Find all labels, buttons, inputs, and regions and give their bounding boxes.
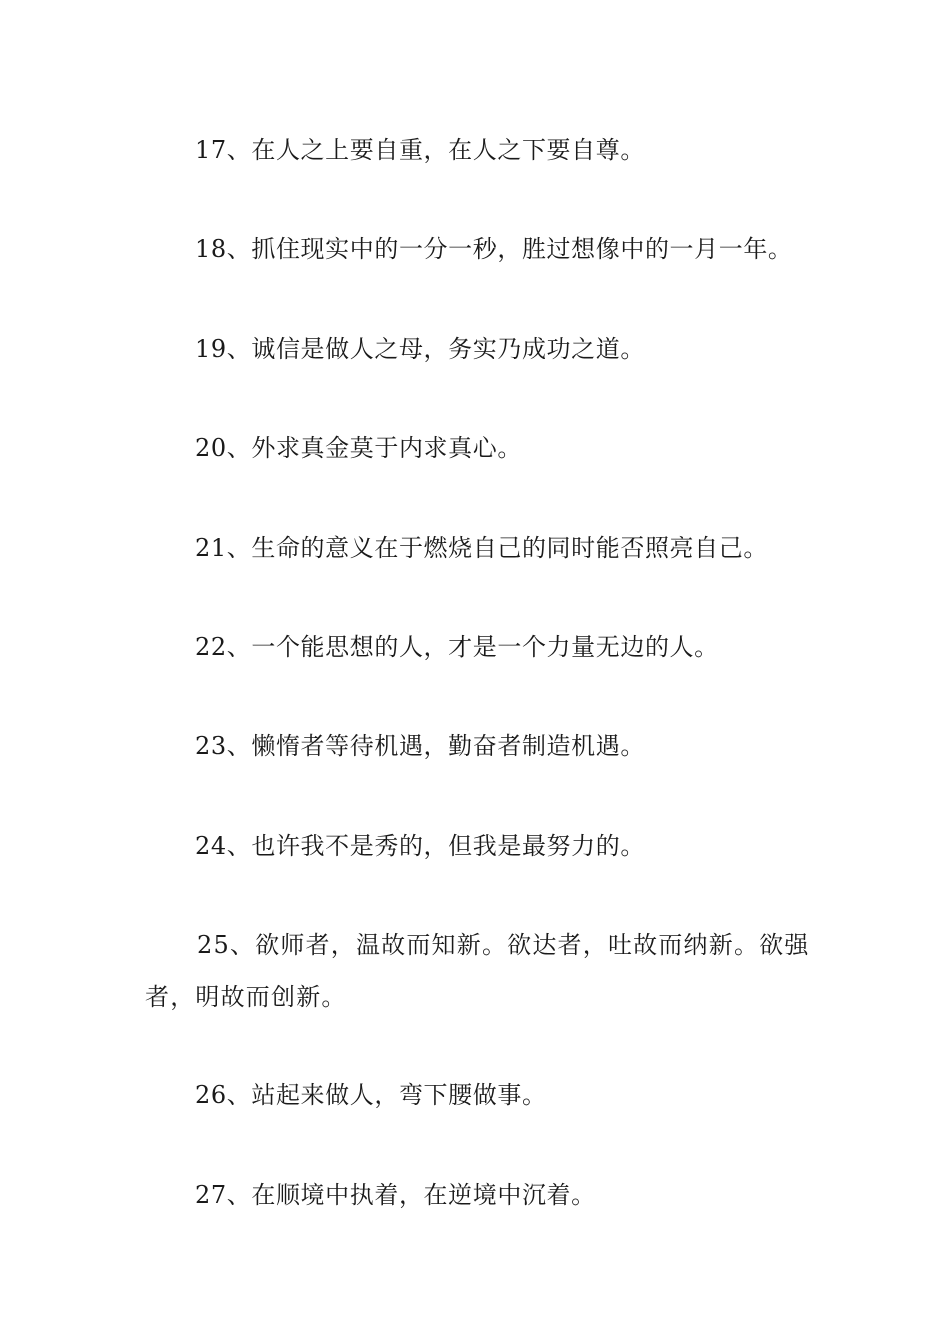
quote-24: 24、也许我不是秀的，但我是最努力的。 bbox=[195, 832, 645, 860]
quote-19: 19、诚信是做人之母，务实乃成功之道。 bbox=[195, 335, 645, 363]
quote-17: 17、在人之上要自重，在人之下要自尊。 bbox=[195, 136, 645, 164]
quote-23: 23、懒惰者等待机遇，勤奋者制造机遇。 bbox=[195, 732, 645, 760]
quote-26: 26、站起来做人，弯下腰做事。 bbox=[195, 1081, 547, 1109]
quote-18: 18、抓住现实中的一分一秒，胜过想像中的一月一年。 bbox=[195, 235, 793, 263]
quote-20: 20、外求真金莫于内求真心。 bbox=[195, 434, 522, 462]
quote-22: 22、一个能思想的人，才是一个力量无边的人。 bbox=[195, 633, 719, 661]
quote-27: 27、在顺境中执着，在逆境中沉着。 bbox=[195, 1181, 596, 1209]
quote-21: 21、生命的意义在于燃烧自己的同时能否照亮自己。 bbox=[195, 534, 768, 562]
quote-25: 25、欲师者，温故而知新。欲达者，吐故而纳新。欲强者，明故而创新。 bbox=[145, 931, 810, 1011]
